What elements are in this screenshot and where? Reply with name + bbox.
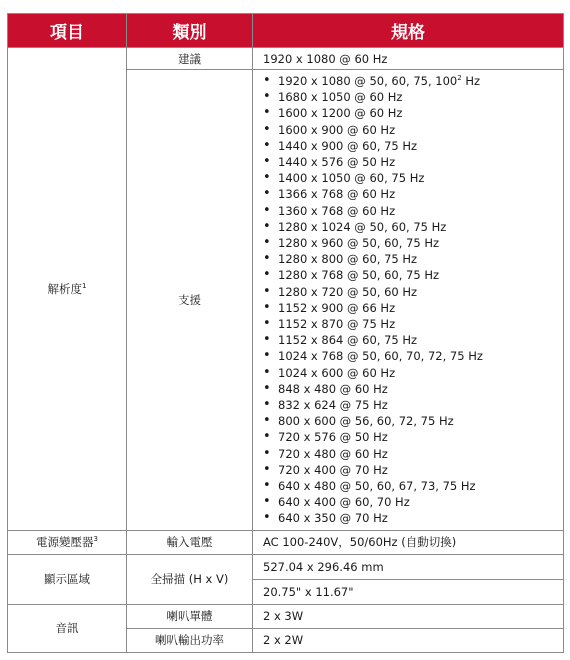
spec-table — [7, 13, 564, 653]
table-header-row — [8, 14, 564, 48]
power-item-label: 電源變壓器 — [36, 535, 94, 550]
list-item: • 1360 x 768 @ 60 Hz — [263, 203, 563, 219]
table-row — [8, 48, 564, 70]
resolution-item-cell — [8, 48, 127, 531]
list-item: • 720 x 480 @ 60 Hz — [263, 446, 563, 462]
list-item: • 1600 x 1200 @ 60 Hz — [263, 105, 563, 121]
refresh-footnote: 2 — [457, 74, 462, 83]
list-item: • 640 x 400 @ 60, 70 Hz — [263, 494, 563, 510]
audio-item: 音訊 — [8, 604, 127, 652]
list-item: • 848 x 480 @ 60 Hz — [263, 381, 563, 397]
power-category: 輸入電壓 — [127, 530, 253, 554]
resolution-item-label: 解析度 — [47, 281, 83, 296]
header-spec: 規格 — [253, 14, 564, 48]
list-item: • 1024 x 600 @ 60 Hz — [263, 365, 563, 381]
list-item: • 1024 x 768 @ 50, 60, 70, 72, 75 Hz — [263, 348, 563, 364]
header-item: 項目 — [8, 14, 127, 48]
list-item: • 1680 x 1050 @ 60 Hz — [263, 89, 563, 105]
supported-label: 支援 — [127, 70, 253, 531]
list-item: • 720 x 576 @ 50 Hz — [263, 429, 563, 445]
list-item: • 1152 x 864 @ 60, 75 Hz — [263, 332, 563, 348]
list-item: • 1366 x 768 @ 60 Hz — [263, 186, 563, 202]
list-item — [263, 73, 563, 89]
recommended-value: 1920 x 1080 @ 60 Hz — [253, 48, 564, 70]
supported-resolution-list — [263, 70, 563, 530]
spec-table-container — [7, 13, 563, 653]
supported-list-cell — [253, 70, 564, 531]
resolution-first-item: 1920 x 1080 @ 50, 60, 75, 100 — [278, 74, 458, 88]
list-item: • 1152 x 900 @ 66 Hz — [263, 300, 563, 316]
list-item: • 800 x 600 @ 56, 60, 72, 75 Hz — [263, 413, 563, 429]
list-item: • 720 x 400 @ 70 Hz — [263, 462, 563, 478]
resolution-first-item-suffix: Hz — [461, 74, 481, 88]
power-value: AC 100-240V，50/60Hz (自動切換) — [253, 530, 564, 554]
list-item: • 640 x 480 @ 50, 60, 67, 73, 75 Hz — [263, 478, 563, 494]
list-item: • 1600 x 900 @ 60 Hz — [263, 122, 563, 138]
display-area-inch: 20.75" x 11.67" — [253, 579, 564, 604]
list-item: • 1280 x 1024 @ 50, 60, 75 Hz — [263, 219, 563, 235]
power-item-cell — [8, 530, 127, 554]
list-item: • 1400 x 1050 @ 60, 75 Hz — [263, 170, 563, 186]
display-area-category: 全掃描 (H x V) — [127, 554, 253, 604]
table-row — [8, 554, 564, 579]
list-item: • 1280 x 800 @ 60, 75 Hz — [263, 251, 563, 267]
list-item: • 1152 x 870 @ 75 Hz — [263, 316, 563, 332]
list-item: • 832 x 624 @ 75 Hz — [263, 397, 563, 413]
audio-value-1: 2 x 2W — [253, 628, 564, 652]
audio-value-0: 2 x 3W — [253, 604, 564, 628]
list-item: • 1280 x 960 @ 50, 60, 75 Hz — [263, 235, 563, 251]
list-item: • 1440 x 576 @ 50 Hz — [263, 154, 563, 170]
list-item: • 1440 x 900 @ 60, 75 Hz — [263, 138, 563, 154]
header-category: 類別 — [127, 14, 253, 48]
list-item: • 640 x 350 @ 70 Hz — [263, 510, 563, 526]
recommended-label: 建議 — [127, 48, 253, 70]
power-footnote: 3 — [93, 535, 98, 544]
list-item: • 1280 x 720 @ 50, 60 Hz — [263, 284, 563, 300]
resolution-footnote: 1 — [82, 282, 87, 291]
display-area-mm: 527.04 x 296.46 mm — [253, 554, 564, 579]
display-area-item: 顯示區域 — [8, 554, 127, 604]
audio-category-1: 喇叭輸出功率 — [127, 628, 253, 652]
table-row — [8, 604, 564, 628]
table-row — [8, 530, 564, 554]
list-item: • 1280 x 768 @ 50, 60, 75 Hz — [263, 267, 563, 283]
audio-category-0: 喇叭單體 — [127, 604, 253, 628]
